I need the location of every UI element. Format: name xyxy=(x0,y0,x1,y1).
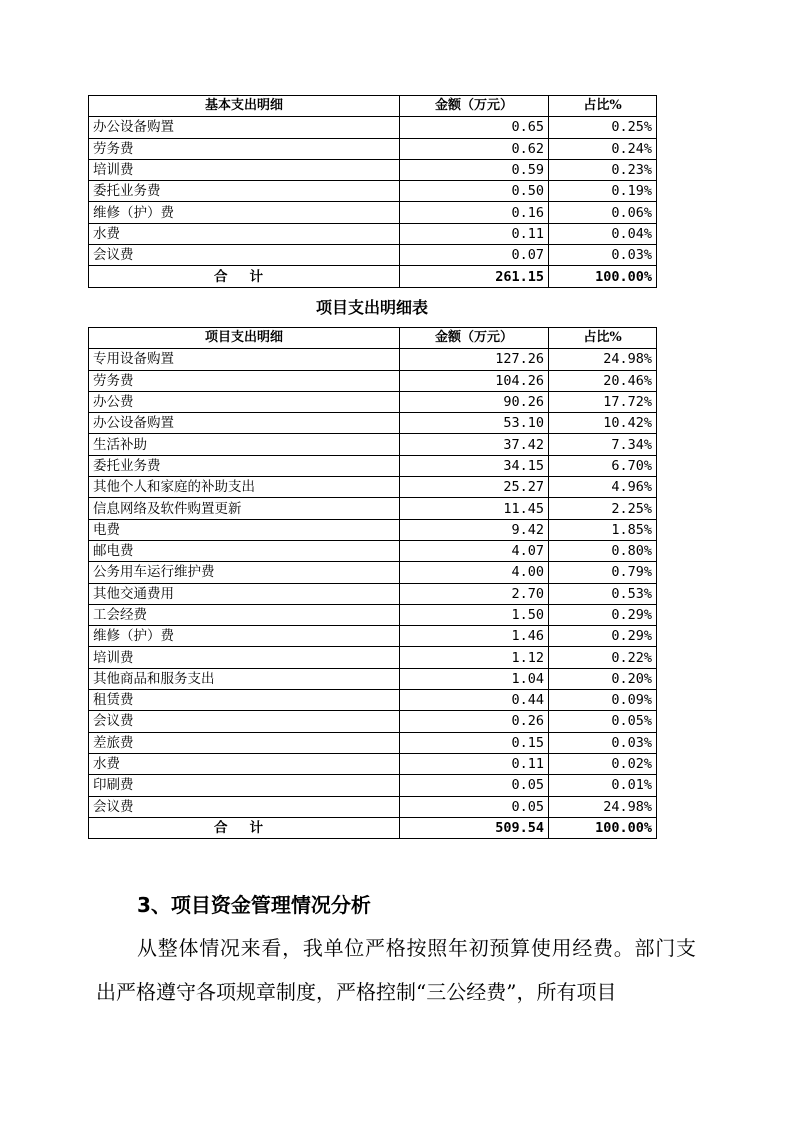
row-item-name: 水费 xyxy=(89,223,400,244)
row-item-name: 委托业务费 xyxy=(89,455,400,476)
table-row xyxy=(89,223,657,244)
section-heading: 3、项目资金管理情况分析 xyxy=(137,893,371,917)
row-item-name: 邮电费 xyxy=(89,540,400,561)
row-item-name: 水费 xyxy=(89,753,400,774)
project-table-body xyxy=(89,349,657,818)
row-percent: 0.80% xyxy=(549,540,657,561)
column-header-amount: 金额（万元） xyxy=(400,328,549,349)
row-item-name: 办公费 xyxy=(89,391,400,412)
row-item-name: 差旅费 xyxy=(89,732,400,753)
row-item-name: 劳务费 xyxy=(89,138,400,159)
column-header-amount: 金额（万元） xyxy=(400,96,549,117)
row-percent: 10.42% xyxy=(549,413,657,434)
table-row xyxy=(89,711,657,732)
row-item-name: 办公设备购置 xyxy=(89,413,400,434)
row-percent: 0.01% xyxy=(549,775,657,796)
table-row xyxy=(89,626,657,647)
column-header-item: 基本支出明细 xyxy=(89,96,400,117)
project-expenditure-table xyxy=(88,327,657,839)
table-row xyxy=(89,413,657,434)
row-amount: 104.26 xyxy=(400,370,549,391)
total-label: 合计 xyxy=(89,266,400,287)
table-header-row xyxy=(89,328,657,349)
row-amount: 0.44 xyxy=(400,690,549,711)
row-item-name: 印刷费 xyxy=(89,775,400,796)
row-amount: 0.65 xyxy=(400,117,549,138)
row-amount: 1.46 xyxy=(400,626,549,647)
table-row xyxy=(89,370,657,391)
table-row xyxy=(89,562,657,583)
table-row xyxy=(89,796,657,817)
row-amount: 0.05 xyxy=(400,796,549,817)
table-row xyxy=(89,349,657,370)
row-item-name: 生活补助 xyxy=(89,434,400,455)
row-percent: 0.23% xyxy=(549,159,657,180)
row-amount: 0.11 xyxy=(400,753,549,774)
row-percent: 0.09% xyxy=(549,690,657,711)
row-percent: 24.98% xyxy=(549,349,657,370)
row-amount: 0.62 xyxy=(400,138,549,159)
basic-expenditure-table xyxy=(88,95,657,288)
row-amount: 1.50 xyxy=(400,604,549,625)
row-percent: 0.79% xyxy=(549,562,657,583)
total-amount: 261.15 xyxy=(400,266,549,287)
row-item-name: 委托业务费 xyxy=(89,181,400,202)
table-row xyxy=(89,540,657,561)
row-percent: 0.24% xyxy=(549,138,657,159)
row-amount: 0.59 xyxy=(400,159,549,180)
table-row xyxy=(89,434,657,455)
row-percent: 0.53% xyxy=(549,583,657,604)
row-percent: 17.72% xyxy=(549,391,657,412)
row-item-name: 公务用车运行维护费 xyxy=(89,562,400,583)
row-amount: 0.16 xyxy=(400,202,549,223)
table-row xyxy=(89,519,657,540)
table-row xyxy=(89,391,657,412)
table-row xyxy=(89,668,657,689)
row-amount: 1.04 xyxy=(400,668,549,689)
basic-table-body xyxy=(89,117,657,266)
row-amount: 1.12 xyxy=(400,647,549,668)
row-amount: 4.00 xyxy=(400,562,549,583)
row-amount: 53.10 xyxy=(400,413,549,434)
row-amount: 0.50 xyxy=(400,181,549,202)
row-amount: 25.27 xyxy=(400,477,549,498)
table-row xyxy=(89,245,657,266)
row-percent: 6.70% xyxy=(549,455,657,476)
table-row xyxy=(89,117,657,138)
row-percent: 24.98% xyxy=(549,796,657,817)
row-percent: 4.96% xyxy=(549,477,657,498)
row-item-name: 其他商品和服务支出 xyxy=(89,668,400,689)
table-row xyxy=(89,138,657,159)
row-percent: 0.29% xyxy=(549,626,657,647)
total-percent: 100.00% xyxy=(549,817,657,838)
row-item-name: 会议费 xyxy=(89,711,400,732)
table-row xyxy=(89,181,657,202)
row-amount: 37.42 xyxy=(400,434,549,455)
project-table-caption: 项目支出明细表 xyxy=(315,298,428,317)
row-item-name: 会议费 xyxy=(89,796,400,817)
column-header-item: 项目支出明细 xyxy=(89,328,400,349)
row-item-name: 办公设备购置 xyxy=(89,117,400,138)
row-percent: 2.25% xyxy=(549,498,657,519)
row-amount: 34.15 xyxy=(400,455,549,476)
row-amount: 0.15 xyxy=(400,732,549,753)
row-percent: 0.03% xyxy=(549,245,657,266)
row-item-name: 电费 xyxy=(89,519,400,540)
row-amount: 0.11 xyxy=(400,223,549,244)
row-item-name: 专用设备购置 xyxy=(89,349,400,370)
row-percent: 0.04% xyxy=(549,223,657,244)
row-percent: 0.19% xyxy=(549,181,657,202)
row-percent: 0.29% xyxy=(549,604,657,625)
row-percent: 0.22% xyxy=(549,647,657,668)
row-item-name: 维修（护）费 xyxy=(89,626,400,647)
row-amount: 127.26 xyxy=(400,349,549,370)
total-row xyxy=(89,817,657,838)
row-amount: 0.26 xyxy=(400,711,549,732)
row-percent: 0.25% xyxy=(549,117,657,138)
body-paragraph: 从整体情况来看，我单位严格按照年初预算使用经费。部门支出严格遵守各项规章制度，严格控制“三公经费”，所有项目 xyxy=(96,936,696,1004)
row-item-name: 信息网络及软件购置更新 xyxy=(89,498,400,519)
row-item-name: 劳务费 xyxy=(89,370,400,391)
row-amount: 0.05 xyxy=(400,775,549,796)
row-item-name: 维修（护）费 xyxy=(89,202,400,223)
table-row xyxy=(89,753,657,774)
row-percent: 0.03% xyxy=(549,732,657,753)
row-percent: 0.06% xyxy=(549,202,657,223)
row-amount: 4.07 xyxy=(400,540,549,561)
table-row xyxy=(89,455,657,476)
table-row xyxy=(89,690,657,711)
row-item-name: 会议费 xyxy=(89,245,400,266)
table-header-row xyxy=(89,96,657,117)
row-percent: 7.34% xyxy=(549,434,657,455)
row-amount: 9.42 xyxy=(400,519,549,540)
row-percent: 0.20% xyxy=(549,668,657,689)
row-amount: 11.45 xyxy=(400,498,549,519)
total-percent: 100.00% xyxy=(549,266,657,287)
total-row xyxy=(89,266,657,287)
row-item-name: 培训费 xyxy=(89,159,400,180)
column-header-percent: 占比% xyxy=(549,328,657,349)
total-amount: 509.54 xyxy=(400,817,549,838)
table-row xyxy=(89,477,657,498)
row-amount: 2.70 xyxy=(400,583,549,604)
table-row xyxy=(89,732,657,753)
table-row xyxy=(89,775,657,796)
row-item-name: 工会经费 xyxy=(89,604,400,625)
table-row xyxy=(89,159,657,180)
row-item-name: 其他个人和家庭的补助支出 xyxy=(89,477,400,498)
table-row xyxy=(89,647,657,668)
row-amount: 0.07 xyxy=(400,245,549,266)
row-item-name: 租赁费 xyxy=(89,690,400,711)
row-amount: 90.26 xyxy=(400,391,549,412)
table-row xyxy=(89,583,657,604)
row-item-name: 培训费 xyxy=(89,647,400,668)
table-row xyxy=(89,202,657,223)
total-label: 合计 xyxy=(89,817,400,838)
row-percent: 0.02% xyxy=(549,753,657,774)
column-header-percent: 占比% xyxy=(549,96,657,117)
row-percent: 0.05% xyxy=(549,711,657,732)
table-row xyxy=(89,604,657,625)
table-row xyxy=(89,498,657,519)
row-item-name: 其他交通费用 xyxy=(89,583,400,604)
row-percent: 1.85% xyxy=(549,519,657,540)
row-percent: 20.46% xyxy=(549,370,657,391)
